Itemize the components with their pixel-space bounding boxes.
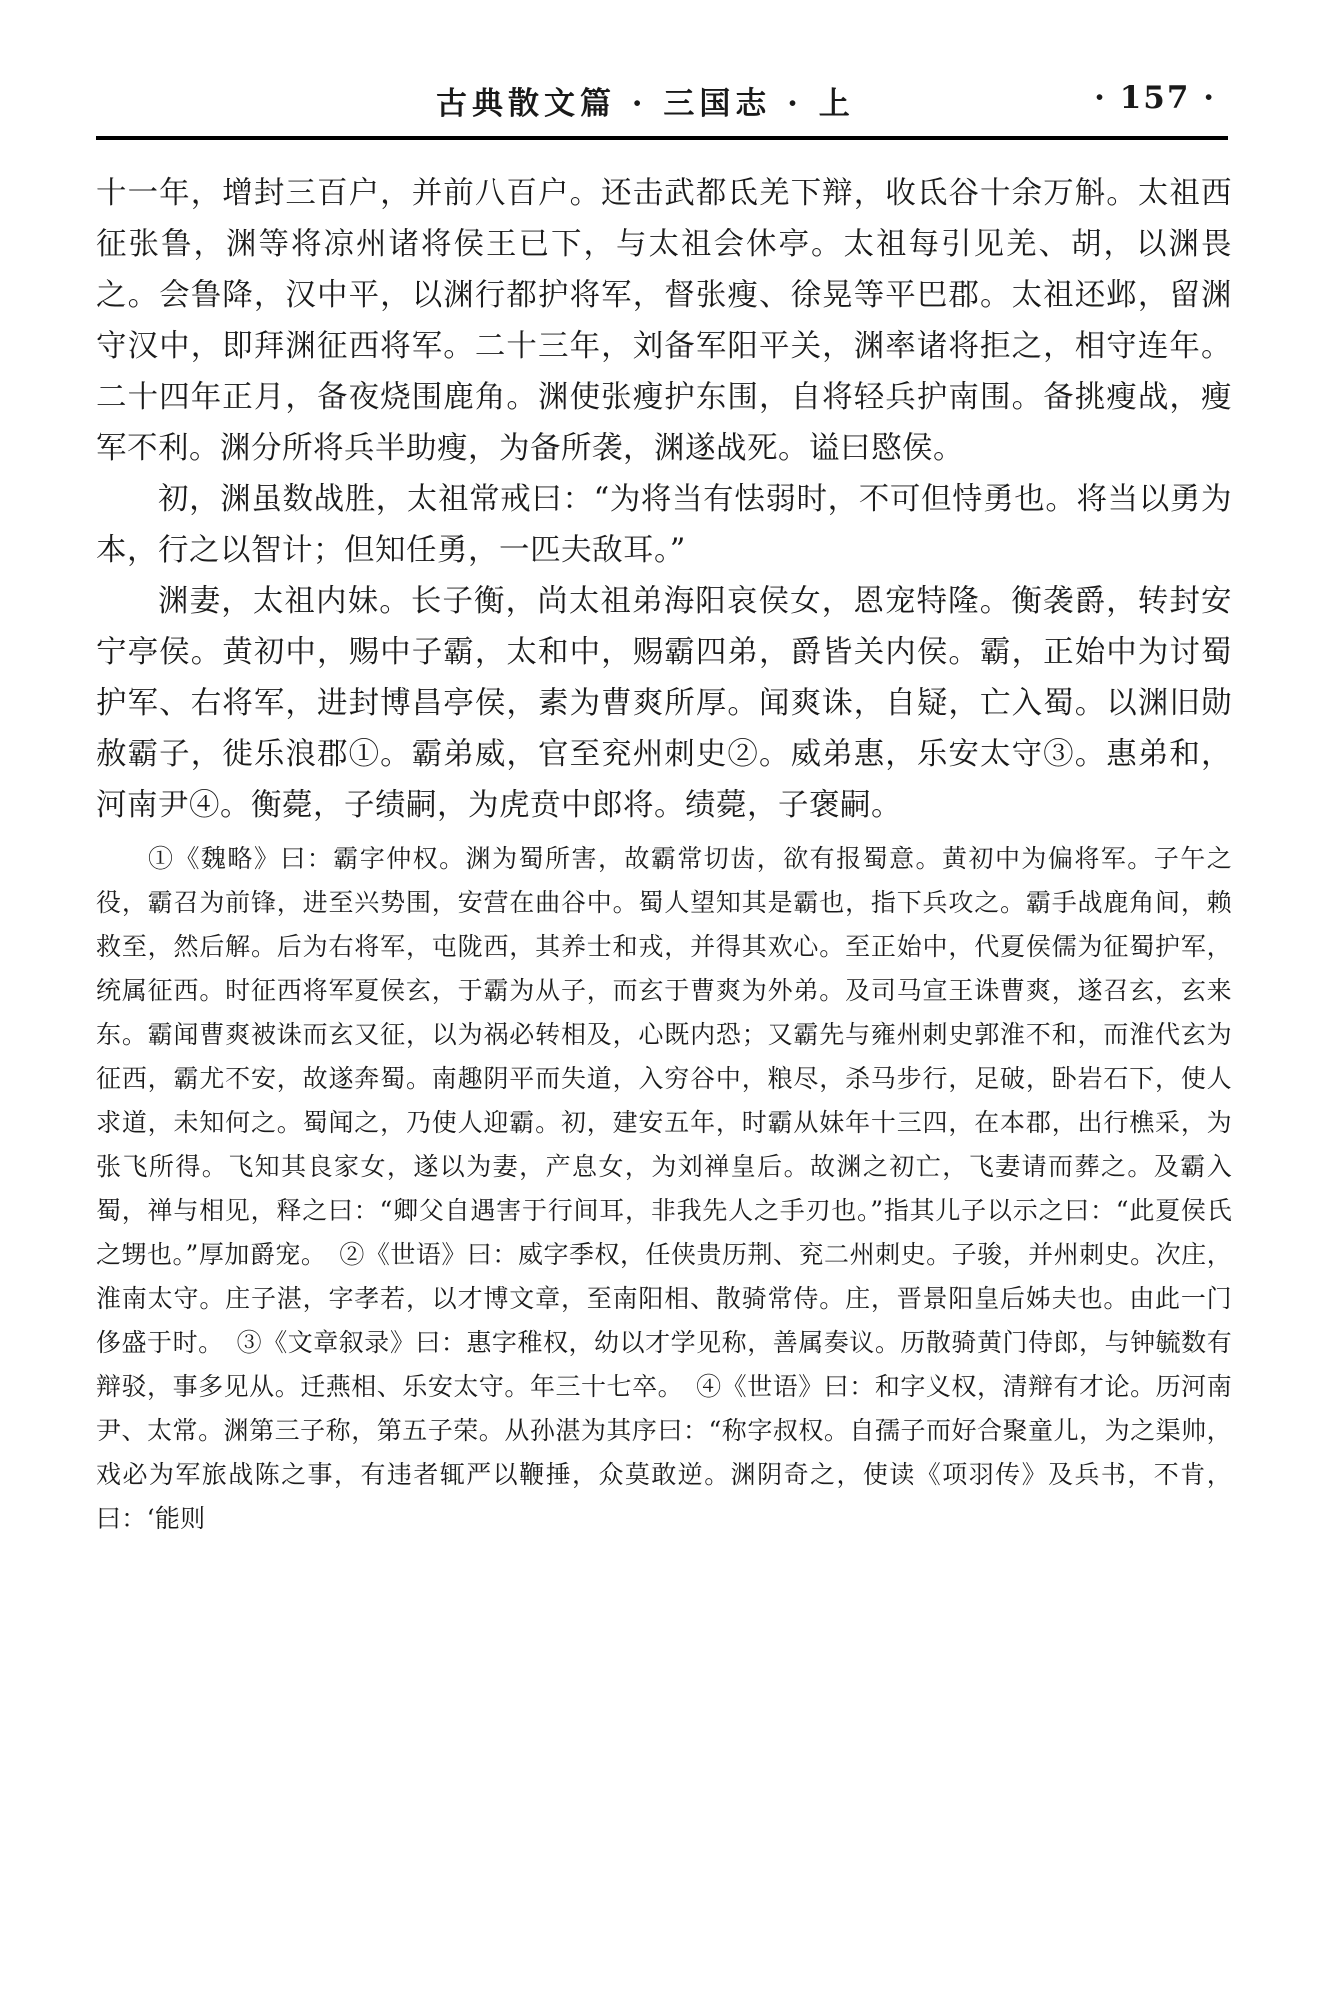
body-paragraph-2: 初，渊虽数战胜，太祖常戒曰：“为将当有怯弱时，不可但恃勇也。将当以勇为本，行之以智计；但知任勇，一匹夫敌耳。”: [96, 482, 1232, 568]
body-paragraph-3: 渊妻，太祖内妹。长子衡，尚太祖弟海阳哀侯女，恩宠特隆。衡袭爵，转封安宁亭侯。黄初中，赐中子霸，太和中，赐霸四弟，爵皆关内侯。霸，正始中为讨蜀护军、右将军，进封博昌亭侯，素为曹爽所厚。闻爽诛，自疑，亡入蜀。以渊旧勋赦霸子，徙乐浪郡①。霸弟威，官至兖州刺史②。威弟惠，乐安太守③。惠弟和，河南尹④。衡薨，子绩嗣，为虎贲中郎将。绩薨，子褒嗣。: [96, 584, 1232, 823]
footnote-block: ①《魏略》曰：霸字仲权。渊为蜀所害，故霸常切齿，欲有报蜀意。黄初中为偏将军。子午之役，霸召为前锋，进至兴势围，安营在曲谷中。蜀人望知其是霸也，指下兵攻之。霸手战鹿角间，赖救至，然后解。后为右将军，屯陇西，其养士和戎，并得其欢心。至正始中，代夏侯儒为征蜀护军，统属征西。时征西将军夏侯玄，于霸为从子，而玄于曹爽为外弟。及司马宣王诛曹爽，遂召玄，玄来东。霸闻曹爽被诛而玄又征，以为祸必转相及，心既内恐；又霸先与雍州刺史郭淮不和，而淮代玄为征西，霸尤不安，故遂奔蜀。南趣阴平而失道，入穷谷中，粮尽，杀马步行，足破，卧岩石下，使人求道，未知何之。蜀闻之，乃使人迎霸。初，建安五年，时霸从妹年十三四，在本郡，出行樵采，为张飞所得。飞知其良家女，遂以为妻，产息女，为刘禅皇后。故渊之初亡，飞妻请而葬之。及霸入蜀，禅与相见，释之曰：“卿父自遇害于行间耳，非我先人之手刃也。”指其儿子以示之曰：“此夏侯氏之甥也。”厚加爵宠。 ②《世语》曰：威字季权，任侠贵历荆、兖二州刺史。子骏，并州刺史。次庄，淮南太守。庄子湛，字孝若，以才博文章，至南阳相、散骑常侍。庄，晋景阳皇后姊夫也。由此一门侈盛于时。 ③《文章叙录》曰：惠字稚权，幼以才学见称，善属奏议。历散骑黄门侍郎，与钟毓数有辩驳，事多见从。迁燕相、乐安太守。年三十七卒。 ④《世语》曰：和字义权，清辩有才论。历河南尹、太常。渊第三子称，第五子荣。从孙湛为其序曰：“称字叔权。自孺子而好合聚童儿，为之渠帅，戏必为军旅战陈之事，有违者辄严以鞭捶，众莫敢逆。渊阴奇之，使读《项羽传》及兵书，不肯，曰：‘能则: [96, 844, 1232, 1533]
body-paragraph-1: 十一年，增封三百户，并前八百户。还击武都氐羌下辩，收氐谷十余万斛。太祖西征张鲁，渊等将凉州诸将侯王已下，与太祖会休亭。太祖每引见羌、胡，以渊畏之。会鲁降，汉中平，以渊行都护将军，督张瘦、徐晃等平巴郡。太祖还邺，留渊守汉中，即拜渊征西将军。二十三年，刘备军阳平关，渊率诸将拒之，相守连年。二十四年正月，备夜烧围鹿角。渊使张瘦护东围，自将轻兵护南围。备挑瘦战，瘦军不利。渊分所将兵半助瘦，为备所袭，渊遂战死。谥曰愍侯。: [96, 176, 1232, 466]
footnotes-section: [96, 837, 1232, 1541]
header-title: 古典散文篇 · 三国志 · 上: [436, 86, 855, 122]
page-body: [96, 168, 1232, 1541]
page-header: [96, 78, 1228, 140]
page-number: · 157 ·: [1094, 80, 1216, 116]
header-divider: [96, 136, 1228, 140]
